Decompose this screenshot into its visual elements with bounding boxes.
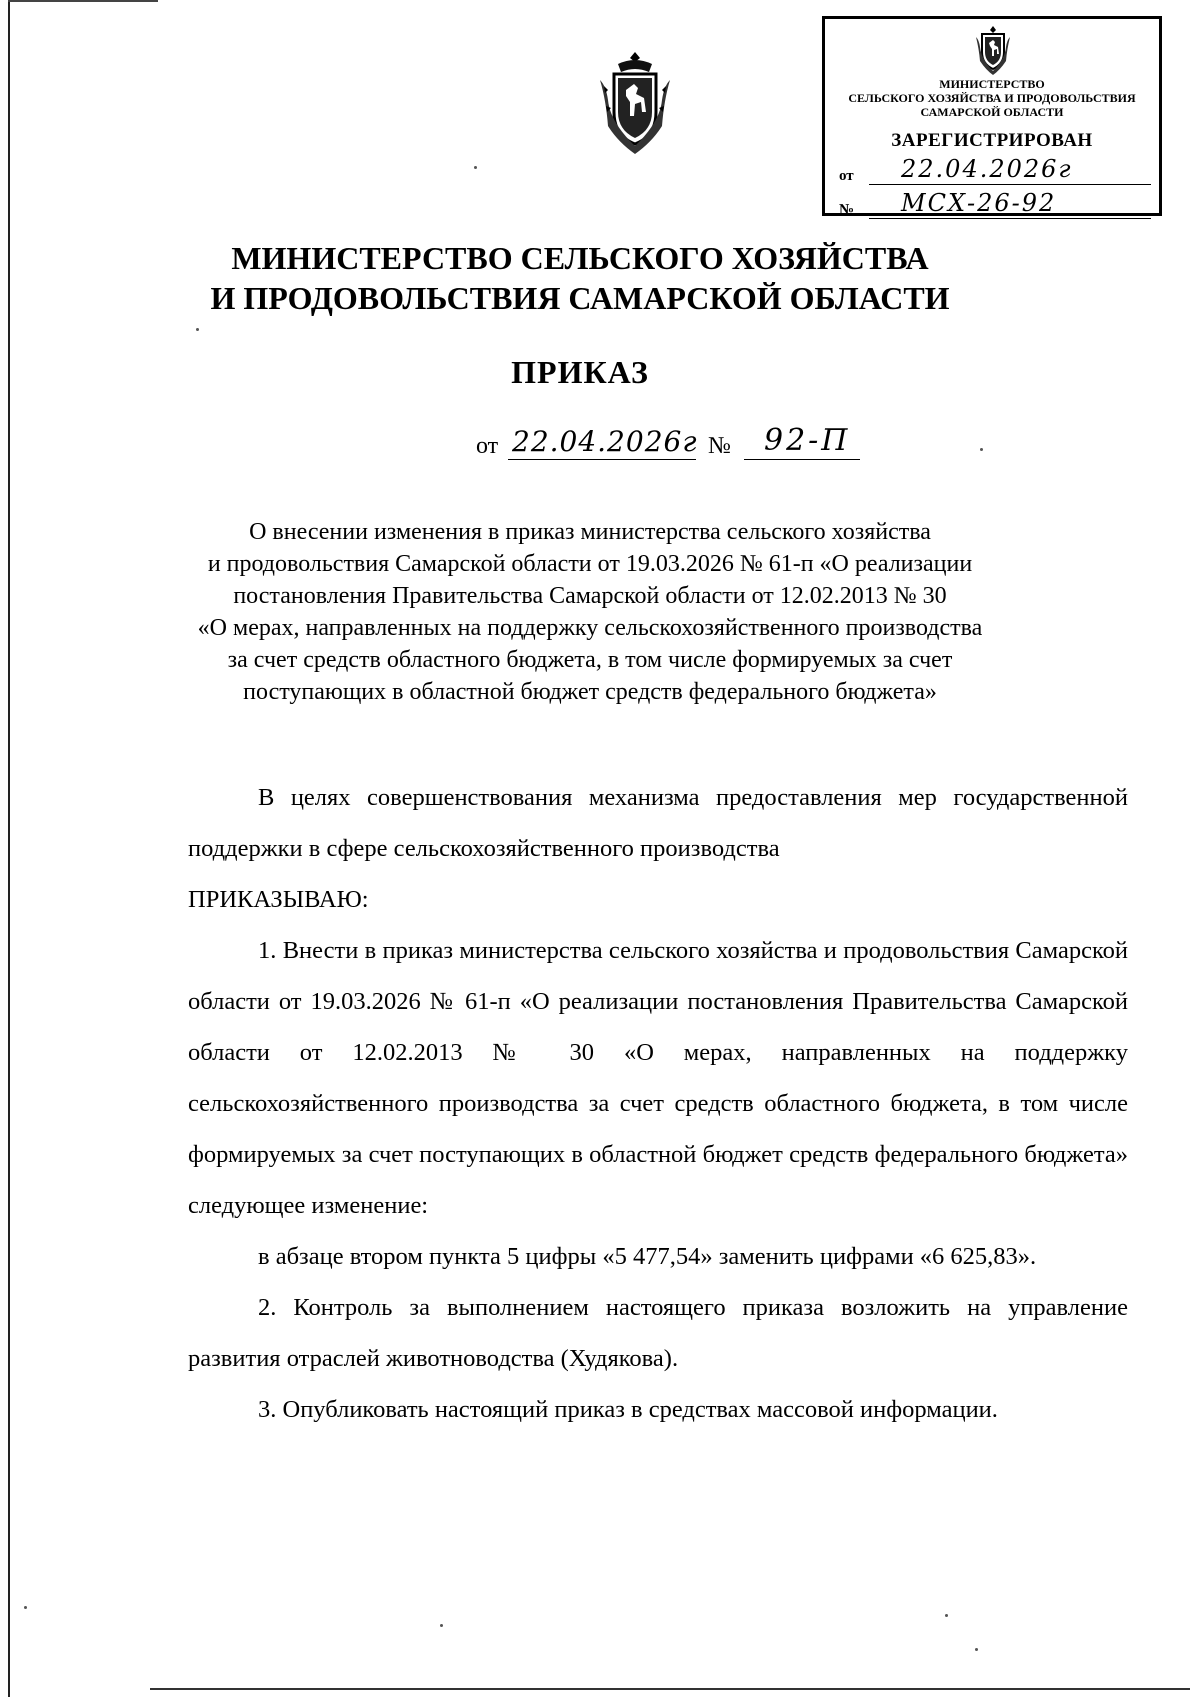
- coat-of-arms-emblem: [596, 50, 674, 158]
- subject-line: постановления Правительства Самарской области от 12.02.2013 № 30: [233, 583, 947, 609]
- stamp-organization: [825, 77, 1159, 119]
- scan-speck: [975, 1648, 978, 1651]
- item-1-paragraph: 1. Внести в приказ министерства сельского хозяйства и продовольствия Самарской области от 19.03.2026 № 61-п «О реализации постановления Правительства Самарской области от 12.02.2013 № 30 «О мерах, направленных на поддержку сельскохозяйственного производства за счет средств областного бюджета, в том числе формируемых за счет поступающих в областной бюджет средств федерального бюджета» следующее изменение:: [188, 937, 1128, 1219]
- order-word: ПРИКАЗЫВАЮ:: [188, 886, 369, 913]
- preamble-paragraph: В целях совершенствования механизма предоставления мер государственной поддержки в сфере сельскохозяйственного производства: [188, 784, 1128, 862]
- stamp-date-label: от: [839, 168, 854, 184]
- scan-speck: [945, 1614, 948, 1617]
- stamp-number-handwritten: МСХ-26-92: [901, 189, 1057, 217]
- order-body: [188, 772, 1128, 1435]
- scan-speck: [474, 166, 477, 169]
- scan-speck: [24, 1606, 27, 1609]
- stamp-date-handwritten: 22.04.2026г: [901, 155, 1073, 183]
- stamp-number-label: №: [839, 202, 855, 218]
- stamp-emblem-icon: [973, 25, 1013, 77]
- scan-speck: [196, 328, 199, 331]
- order-date-label: от: [476, 433, 499, 459]
- scan-speck: [980, 448, 983, 451]
- stamp-org-line1: МИНИСТЕРСТВО: [939, 77, 1045, 91]
- document-title: ПРИКАЗ: [511, 354, 649, 390]
- order-date-number-line: [476, 422, 876, 464]
- scan-speck: [440, 1624, 443, 1627]
- stamp-org-line3: САМАРСКОЙ ОБЛАСТИ: [920, 105, 1064, 119]
- subject-line: О внесении изменения в приказ министерства сельского хозяйства: [249, 519, 931, 545]
- scan-edge-bottom: [150, 1688, 1190, 1690]
- item-3-paragraph: 3. Опубликовать настоящий приказ в средствах массовой информации.: [258, 1396, 998, 1423]
- scan-edge-left: [8, 0, 10, 1697]
- ministry-heading-line1: МИНИСТЕРСТВО СЕЛЬСКОГО ХОЗЯЙСТВА: [231, 240, 929, 276]
- subject-line: за счет средств областного бюджета, в том числе формируемых за счет: [227, 647, 953, 673]
- order-subject: [180, 516, 1000, 708]
- subject-line: и продовольствия Самарской области от 19.03.2026 № 61-п «О реализации: [207, 551, 973, 577]
- stamp-date-row: [839, 155, 1153, 187]
- stamp-status: ЗАРЕГИСТРИРОВАН: [891, 130, 1093, 151]
- ministry-heading: [160, 238, 1000, 318]
- order-number-handwritten: 92-П: [764, 423, 851, 458]
- scan-edge-top: [8, 0, 158, 2]
- stamp-number-row: [839, 189, 1153, 221]
- order-number-label: №: [708, 433, 731, 459]
- order-date-handwritten: 22.04.2026г: [512, 425, 698, 458]
- stamp-org-line2: СЕЛЬСКОГО ХОЗЯЙСТВА И ПРОДОВОЛЬСТВИЯ: [848, 91, 1136, 105]
- subject-line: поступающих в областной бюджет средств федерального бюджета»: [243, 679, 937, 705]
- item-1-change-paragraph: в абзаце втором пункта 5 цифры «5 477,54» заменить цифрами «6 625,83».: [258, 1243, 1037, 1270]
- ministry-heading-line2: И ПРОДОВОЛЬСТВИЯ САМАРСКОЙ ОБЛАСТИ: [210, 280, 950, 316]
- item-2-paragraph: 2. Контроль за выполнением настоящего приказа возложить на управление развития отраслей животноводства (Худякова).: [188, 1294, 1128, 1372]
- registration-stamp: [822, 16, 1162, 216]
- subject-line: «О мерах, направленных на поддержку сельскохозяйственного производства: [197, 615, 983, 641]
